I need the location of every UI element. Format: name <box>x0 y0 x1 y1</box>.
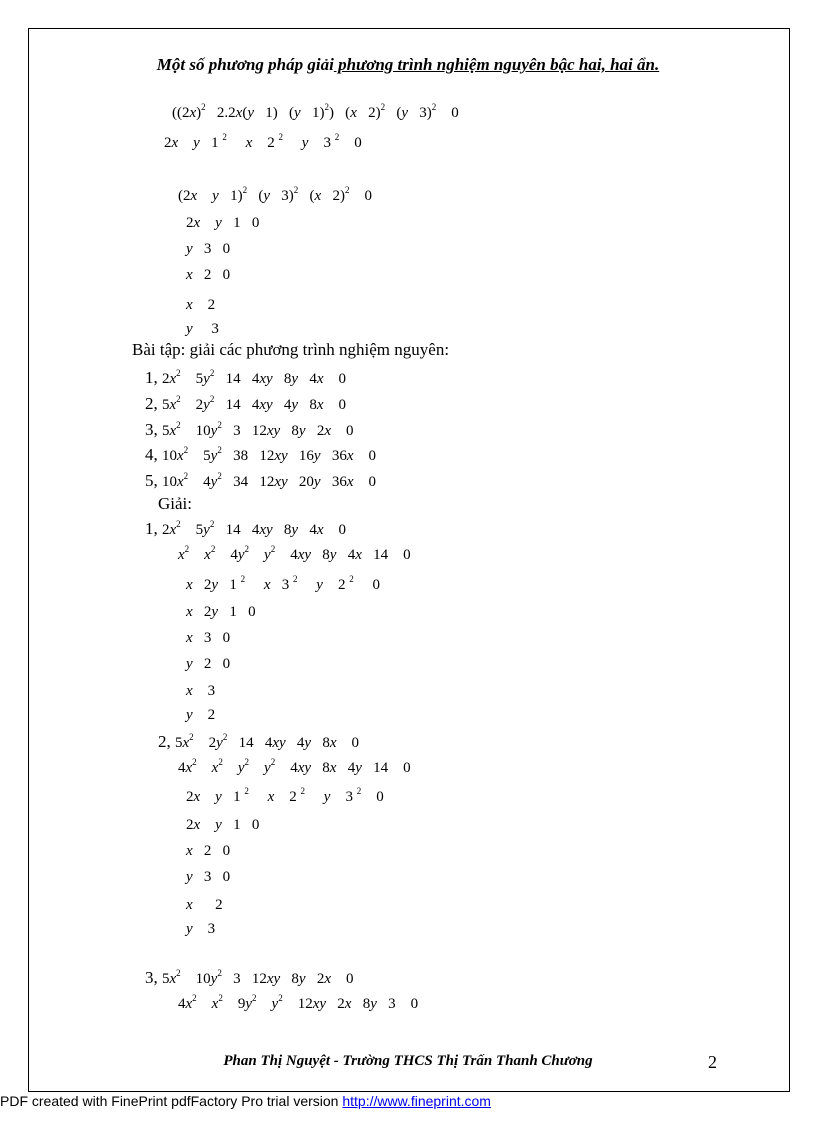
solution-line: $x^2$ $x^2$ $4y^2$ $y^2$ 4xy 8y 4x 14 0 <box>178 544 411 563</box>
math-line: ($(2x)^2$ 2.2x(y 1) (y 1)$^2$) (x 2)$^2$ (y 3)$^2$ 0 <box>172 102 459 121</box>
solution-line: y 2 0 <box>186 656 231 672</box>
solution-line: $4x^2$ $x^2$ $9y^2$ $y^2$ 12xy 2x 8y 3 0 <box>178 993 419 1012</box>
exercise-item: 4, $10x^2$ $5y^2$ 38 12xy 16y 36x 0 <box>145 445 377 464</box>
math-line: (2x y 1)$^2$ (y 3)$^2$ (x 2)$^2$ 0 <box>178 185 372 204</box>
solution-line: x 2y 1 0 <box>186 604 256 620</box>
fineprint-link[interactable]: http://www.fineprint.com <box>342 1093 491 1109</box>
math-line: x 2 <box>186 297 216 313</box>
footer-author: Phan Thị Nguyệt - Trường THCS Thị Trấn Thanh Chương <box>223 1053 593 1069</box>
math-line: 2x y 1 $^2$ x 2 $^2$ y 3 $^2$ 0 <box>164 132 362 151</box>
exercise-item: 1, $2x^2$ $5y^2$ 14 4xy 8y 4x 0 <box>145 368 347 387</box>
page-number: 2 <box>708 1052 717 1072</box>
pdf-watermark-note: PDF created with FinePrint pdfFactory Pro trial version http://www.fineprint.com <box>0 1093 491 1109</box>
exercise-item: 2, $5x^2$ $2y^2$ 14 4xy 4y 8x 0 <box>145 394 347 413</box>
solution-line: y 3 <box>186 921 216 937</box>
math-line: y 3 0 <box>186 241 231 257</box>
math-line: y 3 <box>186 321 219 337</box>
solution-line: x 3 0 <box>186 630 231 646</box>
solution-line: x 2 <box>186 897 223 913</box>
exercise-item: 3, $5x^2$ $10y^2$ 3 12xy 8y 2x 0 <box>145 420 354 439</box>
solution-line: 2x y 1 $^2$ x 2 $^2$ y 3 $^2$ 0 <box>186 786 384 805</box>
solution-line: 2, $5x^2$ $2y^2$ 14 4xy 4y 8x 0 <box>158 732 360 751</box>
solution-heading: Giải: <box>158 494 192 513</box>
solution-line: y 3 0 <box>186 869 231 885</box>
solution-line: 1, $2x^2$ $5y^2$ 14 4xy 8y 4x 0 <box>145 519 347 538</box>
solution-line: x 2 0 <box>186 843 231 859</box>
solution-line: 3, $5x^2$ $10y^2$ 3 12xy 8y 2x 0 <box>145 968 354 987</box>
solution-line: x 2y 1 $^2$ x 3 $^2$ y 2 $^2$ 0 <box>186 574 380 593</box>
exercise-item: 5, $10x^2$ $4y^2$ 34 12xy 20y 36x 0 <box>145 471 377 490</box>
solution-line: $4x^2$ $x^2$ $y^2$ $y^2$ 4xy 8x 4y 14 0 <box>178 757 411 776</box>
solution-line: x 3 <box>186 683 216 699</box>
math-line: x 2 0 <box>186 267 231 283</box>
solution-line: y 2 <box>186 707 216 723</box>
solution-line: 2x y 1 0 <box>186 817 260 833</box>
math-line: 2x y 1 0 <box>186 215 260 231</box>
page-title: Một số phương pháp giải phương trình nghiệm nguyên bậc hai, hai ẩn. <box>156 55 660 74</box>
exercises-heading: Bài tập: giải các phương trình nghiệm nguyên: <box>132 340 450 359</box>
title-underlined: phương trình nghiệm nguyên bậc hai, hai ẩn. <box>333 55 660 74</box>
